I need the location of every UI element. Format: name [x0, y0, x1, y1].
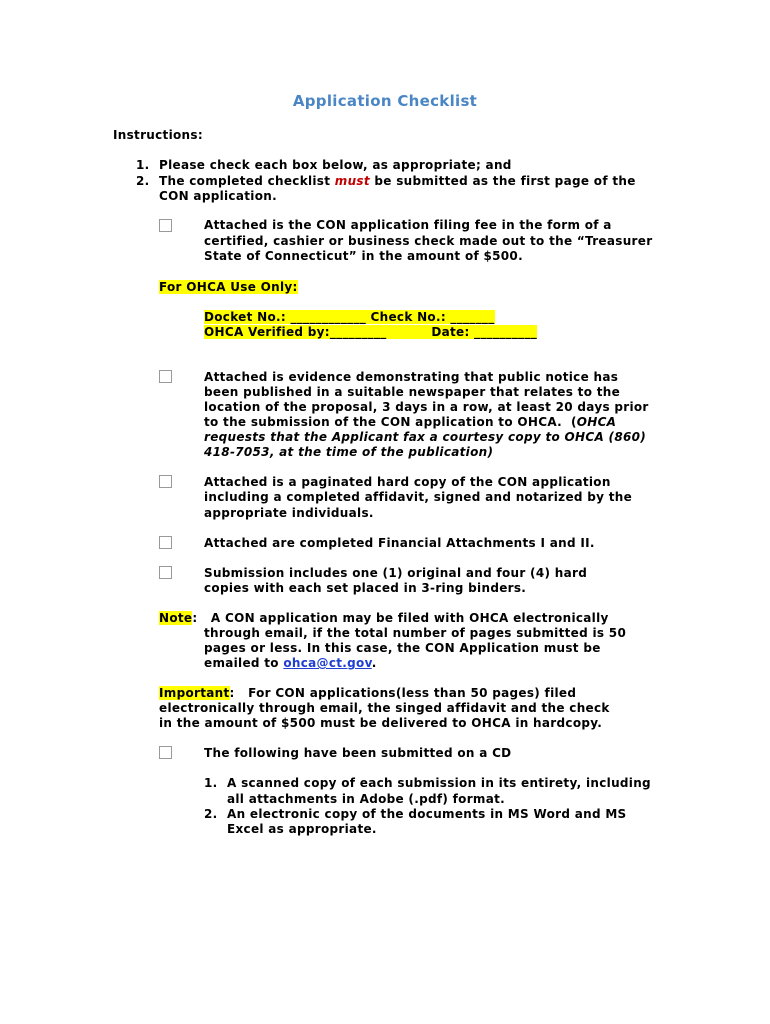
item-binders-line2: copies with each set placed in 3-ring binders. [204, 581, 527, 595]
item-hard-copy-line2: including a completed affidavit, signed and notarized by the [204, 490, 633, 504]
checkbox-public-notice[interactable] [159, 370, 172, 383]
checkbox-financial-attachments[interactable] [159, 536, 172, 549]
checkbox-binders[interactable] [159, 566, 172, 579]
note-line3: pages or less. In this case, the CON Application must be [204, 641, 601, 655]
item-public-notice-line1: Attached is evidence demonstrating that public notice has [204, 370, 619, 384]
step-2-number: 2. [136, 174, 150, 188]
item-hard-copy-line1: Attached is a paginated hard copy of the CON application [204, 475, 611, 489]
email-link[interactable]: ohca@ct.gov [283, 656, 372, 670]
cd-sub-2-line1: An electronic copy of the documents in MS Word and MS [227, 807, 627, 821]
cd-sub-1-line2: all attachments in Adobe (.pdf) format. [227, 792, 506, 806]
docket-check-row: Docket No.: ____________ Check No.: _______ [204, 310, 495, 324]
note-line2: through email, if the total number of pages submitted is 50 [204, 626, 627, 640]
item-filing-fee-line1: Attached is the CON application filing fee in the form of a [204, 218, 612, 232]
page-title: Application Checklist [292, 92, 478, 110]
item-filing-fee-line2: certified, cashier or business check made out to the “Treasurer [204, 234, 653, 248]
note-label: Note [159, 611, 193, 625]
item-public-notice-line5: requests that the Applicant fax a courtesy copy to OHCA (860) [204, 430, 647, 444]
item-filing-fee-line3: State of Connecticut” in the amount of $500. [204, 249, 523, 263]
item-public-notice-line3: location of the proposal, 3 days in a row, at least 20 days prior [204, 400, 649, 414]
verified-date-row: OHCA Verified by:_________ Date: __________ [204, 325, 538, 339]
item-cd-submission: The following have been submitted on a CD [204, 746, 512, 760]
item-public-notice-line4: to the submission of the CON application to OHCA. (OHCA [204, 415, 617, 429]
cd-sub-1-number: 1. [204, 776, 218, 790]
must-emphasis: must [334, 174, 370, 188]
note-line1: Note: A CON application may be filed with OHCA electronically [159, 611, 609, 625]
item-public-notice-line6: 418-7053, at the time of the publication) [204, 445, 494, 459]
checkbox-filing-fee[interactable] [159, 219, 172, 232]
cd-sub-1-line1: A scanned copy of each submission in its entirety, including [227, 776, 651, 790]
cd-sub-2-line2: Excel as appropriate. [227, 822, 377, 836]
step-1-text: Please check each box below, as appropriate; and [159, 158, 512, 172]
important-line2: electronically through email, the singed affidavit and the check [159, 701, 610, 715]
checkbox-hard-copy[interactable] [159, 475, 172, 488]
cd-sub-2-number: 2. [204, 807, 218, 821]
step-2-text: The completed checklist must be submitted as the first page of the [159, 174, 636, 188]
important-line3: in the amount of $500 must be delivered to OHCA in hardcopy. [159, 716, 603, 730]
ohca-use-label: For OHCA Use Only: [159, 280, 298, 294]
step-2-text-line2: CON application. [159, 189, 277, 203]
item-financial-attachments: Attached are completed Financial Attachments I and II. [204, 536, 595, 550]
instructions-label: Instructions: [113, 128, 203, 142]
important-label: Important [159, 686, 230, 700]
important-line1: Important: For CON applications(less than 50 pages) filed [159, 686, 577, 700]
checkbox-cd-submission[interactable] [159, 746, 172, 759]
item-hard-copy-line3: appropriate individuals. [204, 506, 374, 520]
item-public-notice-line2: been published in a suitable newspaper that relates to the [204, 385, 621, 399]
step-1-number: 1. [136, 158, 150, 172]
note-line4: emailed to ohca@ct.gov. [204, 656, 377, 670]
item-binders-line1: Submission includes one (1) original and four (4) hard [204, 566, 588, 580]
